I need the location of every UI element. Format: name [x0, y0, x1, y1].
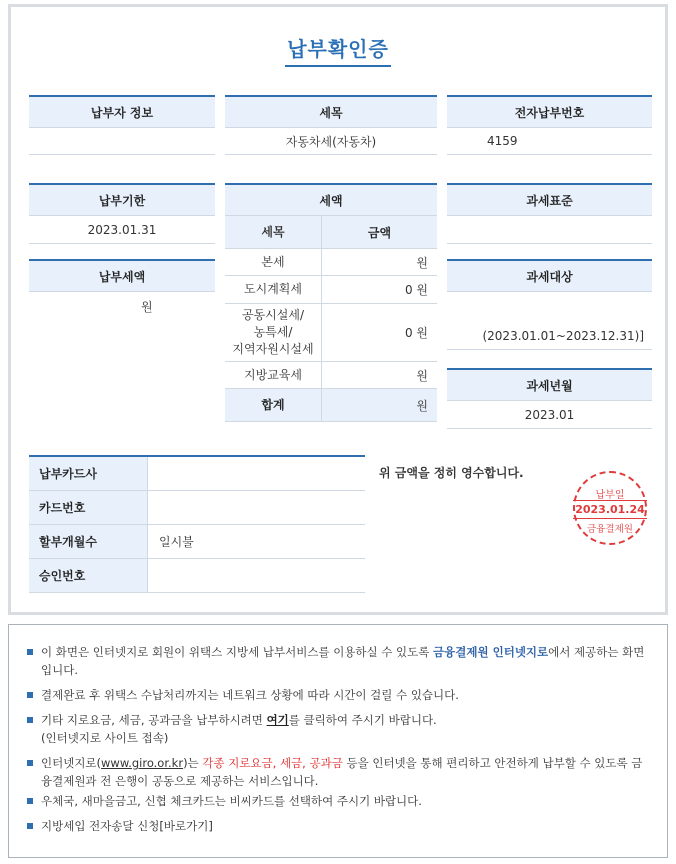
notice-text: 결제완료 후 위택스 수납처리까지는 네트워크 상황에 따라 시간이 걸릴 수 있습니다.: [41, 688, 459, 702]
total-label: 합계: [225, 389, 322, 421]
col-item-header: 세목: [225, 216, 322, 248]
notice-text: 이 화면은 인터넷지로 회원이 위택스 지방세 납부서비스를 이용하실 수 있도록: [41, 645, 434, 659]
tax-item-value: 자동차세(자동차): [225, 128, 437, 155]
card-info-table: [29, 455, 365, 593]
total-amount: 원: [416, 398, 428, 413]
col-amount-header: 금액: [367, 225, 392, 240]
e-payment-number-label: 전자납부번호: [447, 95, 652, 128]
notice-highlight: 각종 지로요금, 세금, 공과금: [202, 756, 343, 770]
row-item: [225, 304, 322, 361]
row-item-line: 공동시설세/: [241, 308, 304, 322]
tax-base-value: [447, 216, 652, 244]
table-row: [29, 559, 365, 593]
e-payment-number-value: 4159: [447, 128, 652, 155]
row-item-line: 농특세/: [253, 325, 293, 339]
tax-item-block: [225, 95, 437, 155]
tax-year-month-block: [447, 368, 652, 429]
tax-table-header: [225, 216, 437, 249]
tax-year-month-label: 과세년월: [447, 368, 652, 401]
notice-text: 인터넷지로(: [41, 756, 102, 770]
card-company-value: [148, 457, 365, 490]
installment-value: 일시불: [159, 535, 194, 549]
tax-target-block: [447, 259, 652, 350]
receipt-confirmation-text: 위 금액을 정히 영수합니다.: [379, 466, 524, 480]
notice-box: [8, 624, 668, 858]
payment-date-stamp: [573, 471, 647, 545]
row-item: 본세: [225, 249, 322, 275]
installment-label: 할부개월수: [29, 525, 148, 558]
card-number-value: [148, 491, 365, 524]
giro-link-here[interactable]: 여기: [266, 713, 289, 727]
row-amount: 0 원: [404, 326, 428, 340]
notice-item: [27, 643, 645, 679]
tax-item-label: 세목: [225, 95, 437, 128]
tax-amount-table: [225, 183, 437, 422]
notice-text: )는: [183, 756, 203, 770]
total-row: [225, 389, 437, 422]
row-amount: 0 원: [404, 283, 428, 297]
e-delivery-link[interactable]: 지방세입 전자송달 신청[바로가기]: [41, 819, 213, 833]
approval-number-value: [148, 559, 365, 592]
table-row: [29, 491, 365, 525]
stamp-top-text: 납부일: [595, 490, 625, 501]
notice-text: 기타 지로요금, 세금, 공과금을 납부하시려면: [41, 713, 267, 727]
card-company-label: 납부카드사: [29, 457, 148, 490]
payer-info-label: 납부자 정보: [29, 95, 215, 128]
table-row: [29, 525, 365, 559]
e-payment-number-block: [447, 95, 652, 155]
notice-text: 등을 인터넷을 통해 편리하고 안전하게 납부할 수 있도록 금융결제원과 전 은행이 공동으로 제공하는 서비스입니다.: [41, 756, 643, 788]
row-item: 지방교육세: [225, 362, 322, 388]
row-amount: 원: [416, 368, 428, 383]
notice-item: [27, 711, 645, 747]
card-number-label: 카드번호: [29, 491, 148, 524]
notice-item: [27, 686, 645, 704]
table-row: [225, 249, 437, 276]
due-date-block: [29, 183, 215, 244]
approval-number-label: 승인번호: [29, 559, 148, 592]
paid-amount-value: 원: [141, 299, 153, 314]
giro-site-link[interactable]: www.giro.or.kr: [101, 756, 184, 770]
stamp-date: 2023.01.24: [573, 500, 647, 519]
tax-amount-label: 세액: [225, 183, 437, 216]
tax-target-label: 과세대상: [447, 259, 652, 292]
payment-receipt: [8, 4, 668, 615]
table-row: [225, 362, 437, 389]
stamp-bottom-text: 금융결제원: [587, 524, 633, 535]
paid-amount-label: 납부세액: [29, 259, 215, 292]
table-row: [29, 457, 365, 491]
page-title: 납부확인증: [11, 33, 665, 67]
due-date-value: 2023.01.31: [29, 216, 215, 244]
notice-text: 에서 제공하는 화면입니다.: [41, 645, 645, 677]
notice-item: [27, 792, 645, 810]
tax-base-block: [447, 183, 652, 244]
tax-target-value: (2023.01.01~2023.12.31)]: [447, 292, 652, 350]
row-item-line: 지역자원시설세: [232, 342, 314, 356]
notice-text: (인터넷지로 사이트 접속): [41, 731, 169, 745]
notice-text: 를 클릭하여 주시기 바랍니다.: [288, 713, 437, 727]
row-amount: 원: [416, 255, 428, 270]
row-item: 도시계획세: [225, 276, 322, 303]
notice-item: [27, 754, 645, 790]
tax-year-month-value: 2023.01: [447, 401, 652, 429]
payer-info-value: [29, 128, 215, 155]
paid-amount-block: [29, 259, 215, 320]
notice-item: [27, 817, 645, 835]
tax-base-label: 과세표준: [447, 183, 652, 216]
table-row: [225, 276, 437, 304]
due-date-label: 납부기한: [29, 183, 215, 216]
table-row: [225, 304, 437, 362]
notice-text: 우체국, 새마을금고, 신협 체크카드는 비씨카드를 선택하여 주시기 바랍니다.: [41, 794, 422, 808]
notice-highlight: 금융결제원 인터넷지로: [433, 645, 549, 659]
payer-info-block: [29, 95, 215, 155]
